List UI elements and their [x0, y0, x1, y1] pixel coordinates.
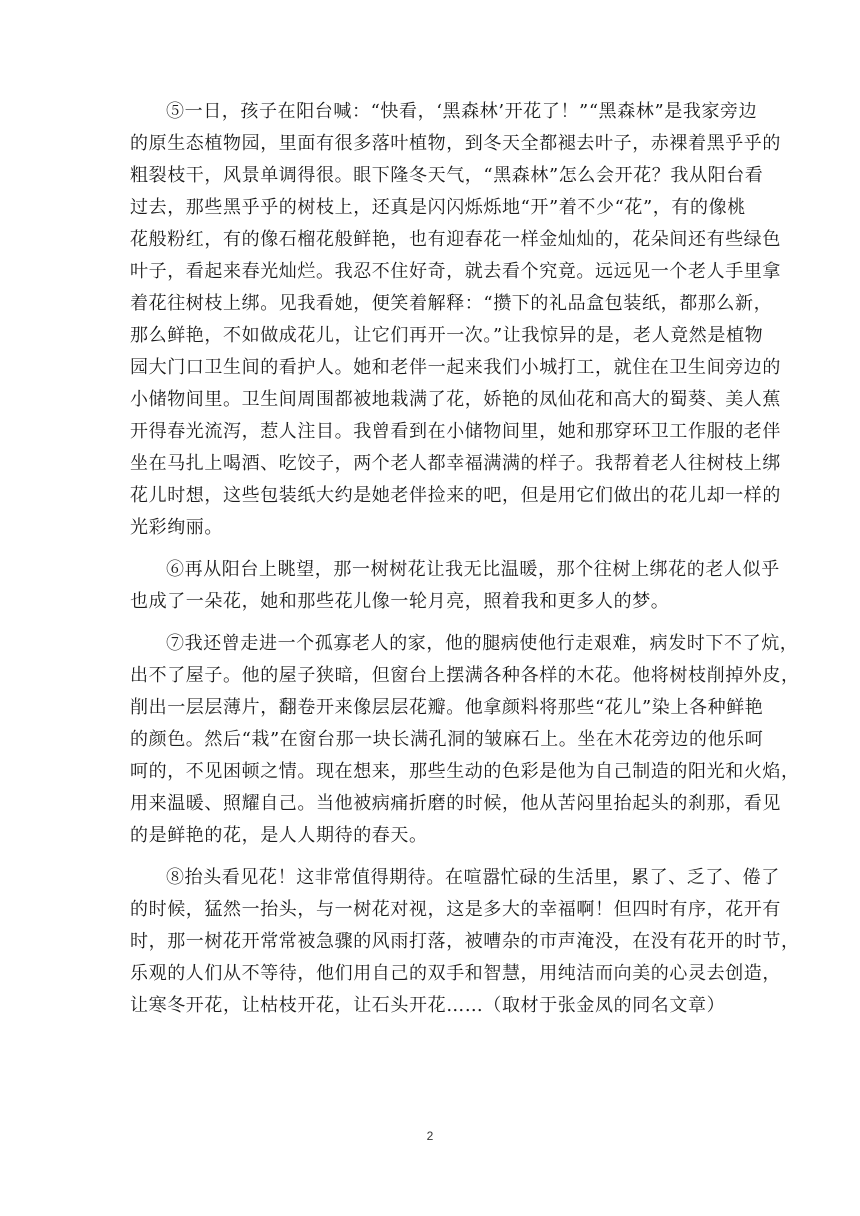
text-line: 的原生态植物园，里面有很多落叶植物，到冬天全都褪去叶子，赤裸着黑乎乎的: [130, 133, 781, 154]
text-line: 开得春光流泻，惹人注目。我曾看到在小储物间里，她和那穿环卫工作服的老伴: [130, 421, 781, 442]
text-line: 让寒冬开花，让枯枝开花，让石头开花……（取材于张金凤的同名文章）: [130, 995, 726, 1016]
paragraph-6: [130, 554, 780, 618]
text-line: 光彩绚丽。: [130, 517, 223, 538]
text-line: 时，那一树花开常常被急骤的风雨打落，被嘈杂的市声淹没，在没有花开的时节，: [130, 931, 800, 952]
text-line: 削出一层层薄片，翻卷开来像层层花瓣。他拿颜料将那些“花儿”染上各种鲜艳: [130, 697, 764, 718]
text-line: 小储物间里。卫生间周围都被地栽满了花，娇艳的凤仙花和高大的蜀葵、美人蕉: [130, 389, 781, 410]
text-line: 的时候，猛然一抬头，与一树花对视，这是多大的幸福啊！但四时有序，花开有: [130, 899, 781, 920]
text-line: 过去，那些黑乎乎的树枝上，还真是闪闪烁烁地“开”着不少“花”，有的像桃: [130, 197, 746, 218]
text-line: 粗裂枝干，风景单调得很。眼下隆冬天气，“黑森林”怎么会开花？我从阳台看: [130, 165, 764, 186]
text-line: ⑥再从阳台上眺望，那一树树花让我无比温暖，那个往树上绑花的老人似乎: [166, 559, 780, 580]
text-line: 叶子，看起来春光灿烂。我忍不住好奇，就去看个究竟。远远见一个老人手里拿: [130, 261, 781, 282]
text-line: 坐在马扎上喝酒、吃饺子，两个老人都幸福满满的样子。我帮着老人往树枝上绑: [130, 453, 781, 474]
text-line: 也成了一朵花，她和那些花儿像一轮月亮，照着我和更多人的梦。: [130, 591, 670, 612]
text-line: 着花往树枝上绑。见我看她，便笑着解释：“攒下的礼品盒包装纸，都那么新，: [130, 293, 773, 314]
text-line: 乐观的人们从不等待，他们用自己的双手和智慧，用纯洁而向美的心灵去创造，: [130, 963, 781, 984]
text-line: 出不了屋子。他的屋子狭暗，但窗台上摆满各种各样的木花。他将树枝削掉外皮，: [130, 665, 800, 686]
text-line: ⑧抬头看见花！这非常值得期待。在喧嚣忙碌的生活里，累了、乏了、倦了: [166, 867, 780, 888]
text-line: ⑤一日，孩子在阳台喊：“快看，‘黑森林’开花了！”“黑森林”是我家旁边: [166, 101, 758, 122]
text-line: 用来温暖、照耀自己。当他被病痛折磨的时候，他从苦闷里抬起头的刹那，看见: [130, 793, 781, 814]
text-line: 花般粉红，有的像石榴花般鲜艳，也有迎春花一样金灿灿的，花朵间还有些绿色: [130, 229, 781, 250]
text-line: 花儿时想，这些包装纸大约是她老伴捡来的吧，但是用它们做出的花儿却一样的: [130, 485, 781, 506]
text-line: ⑦我还曾走进一个孤寡老人的家，他的腿病使他行走艰难，病发时下不了炕，: [166, 633, 799, 654]
paragraph-8: [130, 862, 800, 1022]
text-line: 园大门口卫生间的看护人。她和老伴一起来我们小城打工，就住在卫生间旁边的: [130, 357, 781, 378]
text-line: 的是鲜艳的花，是人人期待的春天。: [130, 825, 428, 846]
article-body: [130, 96, 800, 1022]
text-line: 那么鲜艳，不如做成花儿，让它们再开一次。”让我惊异的是，老人竟然是植物: [130, 325, 764, 346]
paragraph-5: [130, 96, 781, 544]
text-line: 的颜色。然后“栽”在窗台那一块长满孔洞的皱麻石上。坐在木花旁边的他乐呵: [130, 729, 764, 750]
page-number: 2: [426, 1129, 434, 1143]
text-line: 呵的，不见困顿之情。现在想来，那些生动的色彩是他为自己制造的阳光和火焰，: [130, 761, 800, 782]
paragraph-7: [130, 628, 800, 852]
